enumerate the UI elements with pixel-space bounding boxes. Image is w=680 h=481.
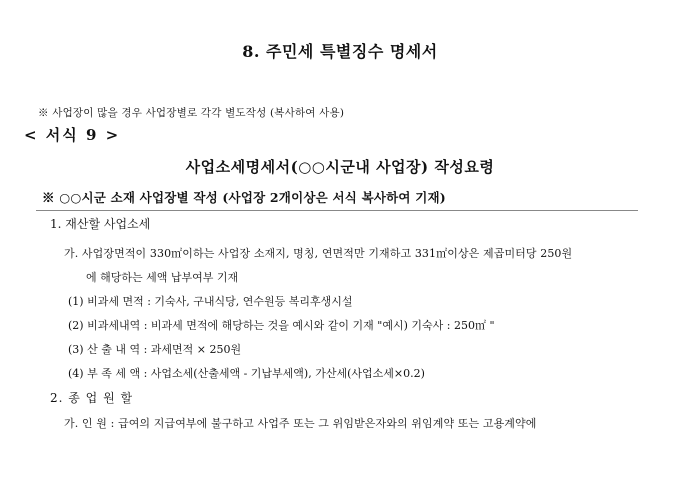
form-number-label: < 서식 9 > [24,126,121,144]
document-title: 8. 주민세 특별징수 명세서 [242,42,438,61]
subitem-nontaxable-area: (1) 비과세 면적 : 기숙사, 구내식당, 연수원등 복리후생시설 [68,295,353,308]
item-area-description: 가. 사업장면적이 330㎡이하는 사업장 소재지, 명칭, 연면적만 기재하고 331㎡이상은 제곱미터당 250원 [64,247,573,260]
subitem-shortfall-tax: (4) 부 족 세 액 : 사업소세(산출세액 - 기납부세액), 가산세(사업소세×0.2) [68,367,425,380]
subitem-nontaxable-details: (2) 비과세내역 : 비과세 면적에 해당하는 것을 예시와 같이 기재 "예시) 기숙사 : 250㎡ " [68,319,495,332]
subitem-calculation: (3) 산 출 내 역 : 과세면적 × 250원 [68,343,242,356]
instruction-note: ※ 사업장이 많을 경우 사업장별로 각각 별도작성 (복사하여 사용) [38,107,345,119]
item-area-description-continued: 에 해당하는 세액 납부여부 기재 [86,271,239,284]
section-heading-employee: 2. 종 업 원 할 [50,391,134,405]
section-heading-property: 1. 재산할 사업소세 [50,217,151,231]
divider-line [36,210,638,211]
guide-title: 사업소세명세서(○○시군내 사업장) 작성요령 [185,158,495,176]
rule-note: ※ ○○시군 소재 사업장별 작성 (사업장 2개이상은 서식 복사하여 기재) [42,190,446,205]
item-headcount-description: 가. 인 원 : 급여의 지급여부에 불구하고 사업주 또는 그 위임받은자와의 위임계약 또는 고용계약에 [64,417,537,430]
